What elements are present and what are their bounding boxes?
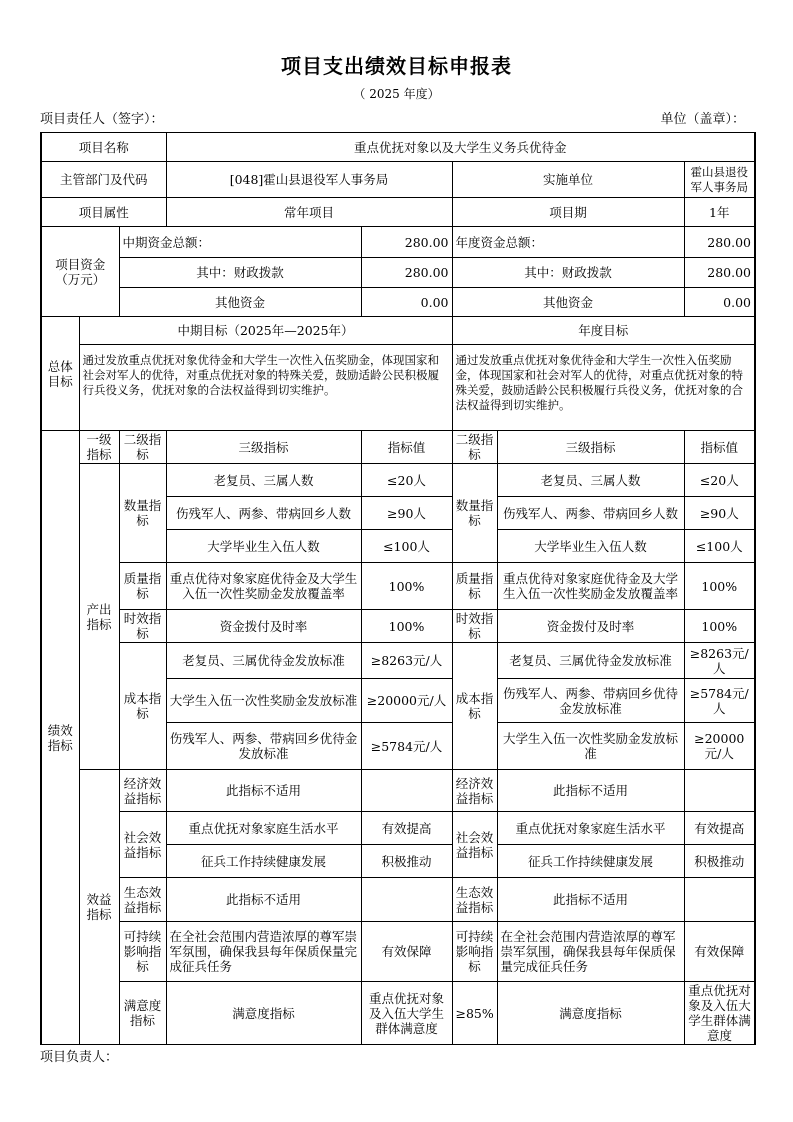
impl-value: 霍山县退役军人事务局 — [684, 162, 755, 198]
year-c2: 伤残军人、两参、带病回乡优待金发放标准 — [497, 679, 684, 723]
year-q3-value: ≤100人 — [684, 530, 755, 563]
h-level1: 一级指标 — [79, 431, 119, 464]
mid-qual1: 重点优待对象家庭优待金及大学生入伍一次性奖励金发放覆盖率 — [166, 563, 361, 610]
mid-c1-value: ≥8263元/人 — [361, 643, 452, 679]
year-label: （ 2025 年度） — [353, 87, 440, 101]
year-c3-value: ≥20000元/人 — [684, 723, 755, 770]
year-c3: 大学生入伍一次性奖励金发放标准 — [497, 723, 684, 770]
mid-fiscal-value: 280.00 — [361, 258, 452, 288]
mid-other-label: 其他资金 — [119, 288, 361, 317]
timeliness-label-mid: 时效指标 — [119, 610, 166, 643]
year-q2-value: ≥90人 — [684, 497, 755, 530]
year-e1: 此指标不适用 — [497, 770, 684, 812]
mid-fiscal-label: 其中：财政拨款 — [119, 258, 361, 288]
mid-sus1: 在全社会范围内营造浓厚的尊军崇军氛围，确保我县每年保质保量完成征兵任务 — [166, 922, 361, 982]
mid-s2-value: 积极推动 — [361, 845, 452, 878]
year-total-label: 年度资金总额： — [452, 227, 684, 258]
h-level2-year: 二级指标 — [452, 431, 497, 464]
impl-label: 实施单位 — [452, 162, 684, 198]
mid-sus1-value: 有效保障 — [361, 922, 452, 982]
h-value-mid: 指标值 — [361, 431, 452, 464]
mid-q3: 大学毕业生入伍人数 — [166, 530, 361, 563]
year-fiscal-label: 其中：财政拨款 — [452, 258, 684, 288]
funds-label: 项目资金（万元） — [41, 227, 119, 317]
sustain-label-mid: 可持续影响指标 — [119, 922, 166, 982]
perf-indicator-label: 绩效指标 — [41, 431, 79, 1045]
mid-c3: 伤残军人、两参、带病回乡优待金发放标准 — [166, 723, 361, 770]
year-fiscal-value: 280.00 — [684, 258, 755, 288]
year-q3: 大学毕业生入伍人数 — [497, 530, 684, 563]
project-name: 重点优抚对象以及大学生义务兵优待金 — [166, 133, 755, 162]
mid-c2: 大学生入伍一次性奖励金发放标准 — [166, 679, 361, 723]
dept-value: [048]霍山县退役军人事务局 — [166, 162, 452, 198]
mid-s1-value: 有效提高 — [361, 812, 452, 845]
page-title: 项目支出绩效目标申报表 — [281, 54, 512, 78]
econ-label-mid: 经济效益指标 — [119, 770, 166, 812]
cost-label-year: 成本指标 — [452, 643, 497, 770]
year-t1: 资金拨付及时率 — [497, 610, 684, 643]
attr-value: 常年项目 — [166, 198, 452, 227]
mid-s1: 重点优抚对象家庭生活水平 — [166, 812, 361, 845]
mid-c3-value: ≥5784元/人 — [361, 723, 452, 770]
mid-sat1-value: ≥85% — [452, 982, 497, 1045]
dept-label: 主管部门及代码 — [41, 162, 166, 198]
unit-seal-label: 单位（盖章）： — [660, 112, 745, 127]
mid-q3-value: ≤100人 — [361, 530, 452, 563]
year-eco1-value — [684, 878, 755, 922]
mid-eco1-value — [361, 878, 452, 922]
year-goal-text: 通过发放重点优抚对象优待金和大学生一次性入伍奖励金，体现国家和社会对军人的优待，对重点优抚对象的特殊关爱，鼓励适龄公民积极履行兵役义务，优抚对象的合法权益得到切实维护。 — [452, 345, 755, 431]
mid-qual1-value: 100% — [361, 563, 452, 610]
social-label-year: 社会效益指标 — [452, 812, 497, 878]
cost-label-mid: 成本指标 — [119, 643, 166, 770]
satisfaction-label-year: 满意度指标 — [497, 982, 684, 1045]
responsible-signature-label: 项目责任人（签字）： — [40, 112, 164, 127]
mid-q1: 老复员、三属人数 — [166, 464, 361, 497]
performance-target-table — [40, 132, 756, 1045]
year-q1: 老复员、三属人数 — [497, 464, 684, 497]
project-name-label: 项目名称 — [41, 133, 166, 162]
mid-q2: 伤残军人、两参、带病回乡人数 — [166, 497, 361, 530]
year-qual1-value: 100% — [684, 563, 755, 610]
benefit-indicator-label: 效益指标 — [79, 770, 119, 1045]
attr-label: 项目属性 — [41, 198, 166, 227]
satisfaction-label-l1: 满意度指标 — [119, 982, 166, 1045]
year-s2: 征兵工作持续健康发展 — [497, 845, 684, 878]
h-level3-year: 三级指标 — [497, 431, 684, 464]
year-e1-value — [684, 770, 755, 812]
year-goal-header: 年度目标 — [452, 317, 755, 345]
satisfaction-label-mid: 满意度指标 — [166, 982, 361, 1045]
period-label: 项目期 — [452, 198, 684, 227]
year-sat1: 重点优抚对象及入伍大学生群体满意度 — [684, 982, 755, 1045]
mid-sat1: 重点优抚对象及入伍大学生群体满意度 — [361, 982, 452, 1045]
year-c1-value: ≥8263元/人 — [684, 643, 755, 679]
mid-goal-text: 通过发放重点优抚对象优待金和大学生一次性入伍奖励金，体现国家和社会对军人的优待，对重点优抚对象的特殊关爱，鼓励适龄公民积极履行兵役义务，优抚对象的合法权益得到切实维护。 — [79, 345, 452, 431]
h-value-year: 指标值 — [684, 431, 755, 464]
h-level3-mid: 三级指标 — [166, 431, 361, 464]
quantity-label-year: 数量指标 — [452, 464, 497, 563]
year-s1-value: 有效提高 — [684, 812, 755, 845]
mid-eco1: 此指标不适用 — [166, 878, 361, 922]
mid-c1: 老复员、三属优待金发放标准 — [166, 643, 361, 679]
year-s2-value: 积极推动 — [684, 845, 755, 878]
year-c1: 老复员、三属优待金发放标准 — [497, 643, 684, 679]
mid-e1: 此指标不适用 — [166, 770, 361, 812]
year-total-value: 280.00 — [684, 227, 755, 258]
econ-label-year: 经济效益指标 — [452, 770, 497, 812]
mid-q1-value: ≤20人 — [361, 464, 452, 497]
year-qual1: 重点优待对象家庭优待金及大学生入伍一次性奖励金发放覆盖率 — [497, 563, 684, 610]
year-other-label: 其他资金 — [452, 288, 684, 317]
year-s1: 重点优抚对象家庭生活水平 — [497, 812, 684, 845]
h-level2-mid: 二级指标 — [119, 431, 166, 464]
year-c2-value: ≥5784元/人 — [684, 679, 755, 723]
year-q2: 伤残军人、两参、带病回乡人数 — [497, 497, 684, 530]
mid-t1-value: 100% — [361, 610, 452, 643]
mid-total-value: 280.00 — [361, 227, 452, 258]
mid-e1-value — [361, 770, 452, 812]
mid-q2-value: ≥90人 — [361, 497, 452, 530]
sustain-label-year: 可持续影响指标 — [452, 922, 497, 982]
mid-total-label: 中期资金总额： — [119, 227, 361, 258]
mid-t1: 资金拨付及时率 — [166, 610, 361, 643]
quality-label-year: 质量指标 — [452, 563, 497, 610]
year-sus1: 在全社会范围内营造浓厚的尊军崇军氛围，确保我县每年保质保量完成征兵任务 — [497, 922, 684, 982]
quantity-label-mid: 数量指标 — [119, 464, 166, 563]
period-value: 1年 — [684, 198, 755, 227]
year-sus1-value: 有效保障 — [684, 922, 755, 982]
mid-c2-value: ≥20000元/人 — [361, 679, 452, 723]
year-other-value: 0.00 — [684, 288, 755, 317]
mid-goal-header: 中期目标（2025年—2025年） — [79, 317, 452, 345]
eco-label-mid: 生态效益指标 — [119, 878, 166, 922]
year-eco1: 此指标不适用 — [497, 878, 684, 922]
timeliness-label-year: 时效指标 — [452, 610, 497, 643]
quality-label-mid: 质量指标 — [119, 563, 166, 610]
eco-label-year: 生态效益指标 — [452, 878, 497, 922]
overall-goal-label: 总体目标 — [41, 317, 79, 431]
mid-s2: 征兵工作持续健康发展 — [166, 845, 361, 878]
output-indicator-label: 产出指标 — [79, 464, 119, 770]
project-leader-label: 项目负责人： — [40, 1050, 119, 1065]
year-t1-value: 100% — [684, 610, 755, 643]
year-q1-value: ≤20人 — [684, 464, 755, 497]
social-label-mid: 社会效益指标 — [119, 812, 166, 878]
mid-other-value: 0.00 — [361, 288, 452, 317]
